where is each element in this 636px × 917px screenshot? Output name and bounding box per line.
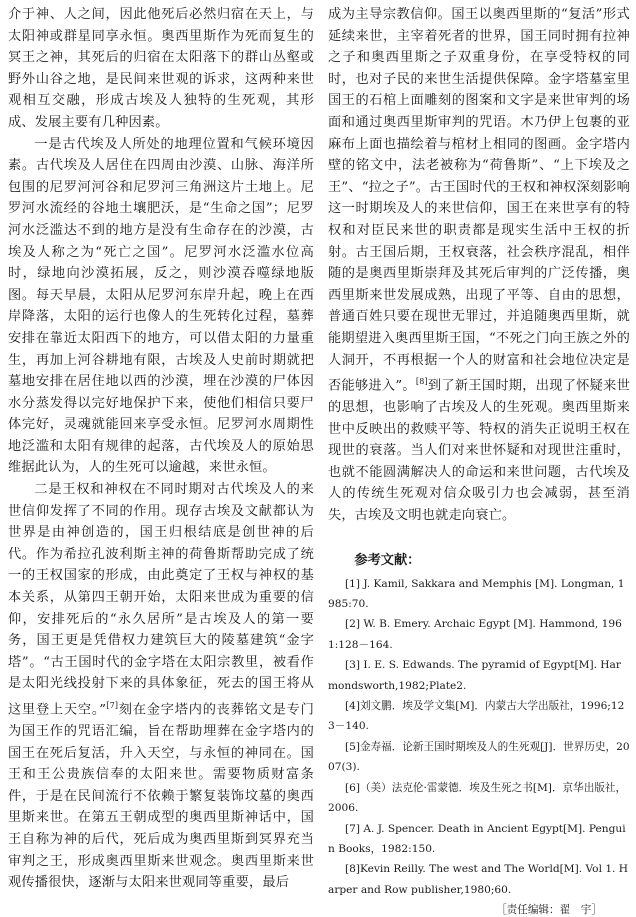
reference-list: [328, 574, 630, 901]
reference-item: [6]（美）法克伦·雷蒙德．埃及生死之书[M]．京华出版社，2006.: [328, 781, 627, 815]
paragraph-3-text-a: 二是王权和神权在不同时期对古代埃及人的来世信仰发挥了不同的作用。现存古埃及文献都认为世界是由神创造的，国王归根结底是创世神的后代。作为希拉孔波利斯主神的荷鲁斯帮助完成了统一的王权国家的形成，由此奠定了王权与神权的基本关系，从第四王朝开始，太阳来世成为重要的信仰，安排死后的“永久居所”是古埃及人的第一要务，国王更是凭借权力建筑巨大的陵墓建筑“金字塔”。“古王国时代的金字塔在太阳宗教里，被看作是太阳光线投射下来的具体象征，死去的国王将从这里登上天空。”: [8, 482, 314, 718]
right-column: [328, 4, 630, 917]
reference-item: [2] W. B. Emery. Archaic Egypt [M]. Hammond, 1961:128－164.: [328, 618, 622, 651]
paragraph-1: 介于神、人之间，因此他死后必然归宿在天上，与太阳神或群星同享永恒。奥西里斯作为死而复生的冥王之神，其死后的归宿在太阳落下的群山丛壑或野外山谷之地，是民间来世观的诉求，这两种来世观相互交融，形成古埃及人独特的生死观，其形成、发展主要有几种因素。: [8, 7, 314, 130]
reference-item: [4]刘文鹏．埃及学文集[M]．内蒙古大学出版社，1996;123－140.: [328, 700, 625, 733]
reference-item: [7] A. J. Spencer. Death in Ancient Egypt[M]. Penguin Books，1982:150.: [328, 822, 626, 855]
paragraph-3: [8, 479, 314, 894]
paragraph-4: [328, 4, 630, 527]
paragraph-2: 一是古代埃及人所处的地理位置和气候环境因素。古代埃及人居住在四周由沙漠、山脉、海洋所包围的尼罗河河谷和尼罗河三角洲这片土地上。尼罗河水流经的谷地土壤肥沃，是“生命之国”；尼罗河水泛滥达不到的地方是没有生命存在的沙漠，古埃及人称之为“死亡之国”。尼罗河水泛滥水位高时，绿地向沙漠拓展，反之，则沙漠吞噬绿地版图。每天早晨，太阳从尼罗河东岸升起，晚上在西岸降落，太阳的运行也像人的生死转化过程，墓葬安排在靠近太阳西下的地方，可以借太阳的力量重生，再加上河谷耕地有限，古埃及人史前时期就把墓地安排在居住地以西的沙漠，埋在沙漠的尸体因水分蒸发得以完好地保护下来，使他们相信只要尸体完好，灵魂就能回来享受永恒。尼罗河水周期性地泛滥和太阳有规律的起落，古代埃及人的原始思维据此认为，人的生死可以逾越，来世永恒。: [8, 136, 314, 476]
reference-item: [5]金寿福．论新王国时期埃及人的生死观[J]．世界历史，2007(3).: [328, 740, 630, 774]
reference-item: [1] J. Kamil, Sakkara and Memphis [M]. Longman, 1985:70.: [328, 577, 625, 611]
citation-7: [7]: [106, 701, 119, 710]
paragraph-3-text-b: 刻在金字塔内的丧葬铭文是专门为国王作的咒语汇编，旨在帮助埋葬在金字塔内的国王在死后复活，升入天空，与永恒的神同在。国王和王公贵族信奉的太阳来世。需要物质财富条件，于是在民间流行不依赖于繁复装饰坟墓的奥西里斯来世。在第五王朝成型的奥西里斯神话中，国王自称为神的后代，死后成为奥西里斯到冥界充当审判之王，形成奥西里斯来世观念。奥西里斯来世观传播很快，逐渐与太阳来世观同等重要，最后: [8, 702, 314, 891]
left-column: [8, 4, 314, 894]
reference-item: [3] I. E. S. Edwands. The pyramid of Egypt[M]. Harmondsworth,1982;Plate2.: [328, 659, 621, 692]
paragraph-4-text-a: 成为主导宗教信仰。国王以奥西里斯的“复活”形式延续来世，主宰着死者的世界，国王同时拥有拉神之子和奥西里斯之子双重身份，在享受特权的同时，也对子民的来世生活提供保障。金字塔墓室里国王的石棺上面雕刻的图案和文字是来世审判的场面和通过奥西里斯审判的咒语。木乃伊上包裹的亚麻布上面也描绘着与棺材上相同的图画。金字塔内壁的铭文中，法老被称为“荷鲁斯”、“上下埃及之王”、“拉之子”。古王国时代的王权和神权深刻影响这一时期埃及人的来世信仰，国王在来世享有的特权和对臣民来世的职责都是现实生活中王权的折射。古王国后期，王权衰落，社会秩序混乱，相伴随的是奥西里斯崇拜及其死后审判的广泛传播，奥西里斯来世发展成熟，出现了平等、自由的思想，普通百姓只要在现世无罪过，并追随奥西里斯，就能期望进入奥西里斯王国，“不死之门向王族之外的人洞开，不再根据一个人的财富和社会地位决定是否能够进入”。: [328, 7, 630, 394]
reference-item: [8]Kevin Reilly. The west and The World[M]. Vol 1. Harper and Row publisher,1980;60.: [328, 863, 629, 896]
references-heading: 参考文献：: [354, 552, 421, 568]
editor-note: ［责任编辑：翟 宇］: [496, 904, 602, 917]
paragraph-4-text-b: 到了新王国时期，出现了怀疑来世的思想，也影响了古埃及人的生死观。奥西里斯来世中反映出的救赎平等、特权的消失正说明王权在现世的衰落。当人们对来世怀疑和对现世注重时，也就不能圆满解决人的命运和来世问题，古代埃及人的传统生死观对信众吸引力也会减弱，甚至消失，古埃及文明也就走向衰亡。: [328, 378, 630, 524]
citation-8: [8]: [415, 377, 428, 387]
